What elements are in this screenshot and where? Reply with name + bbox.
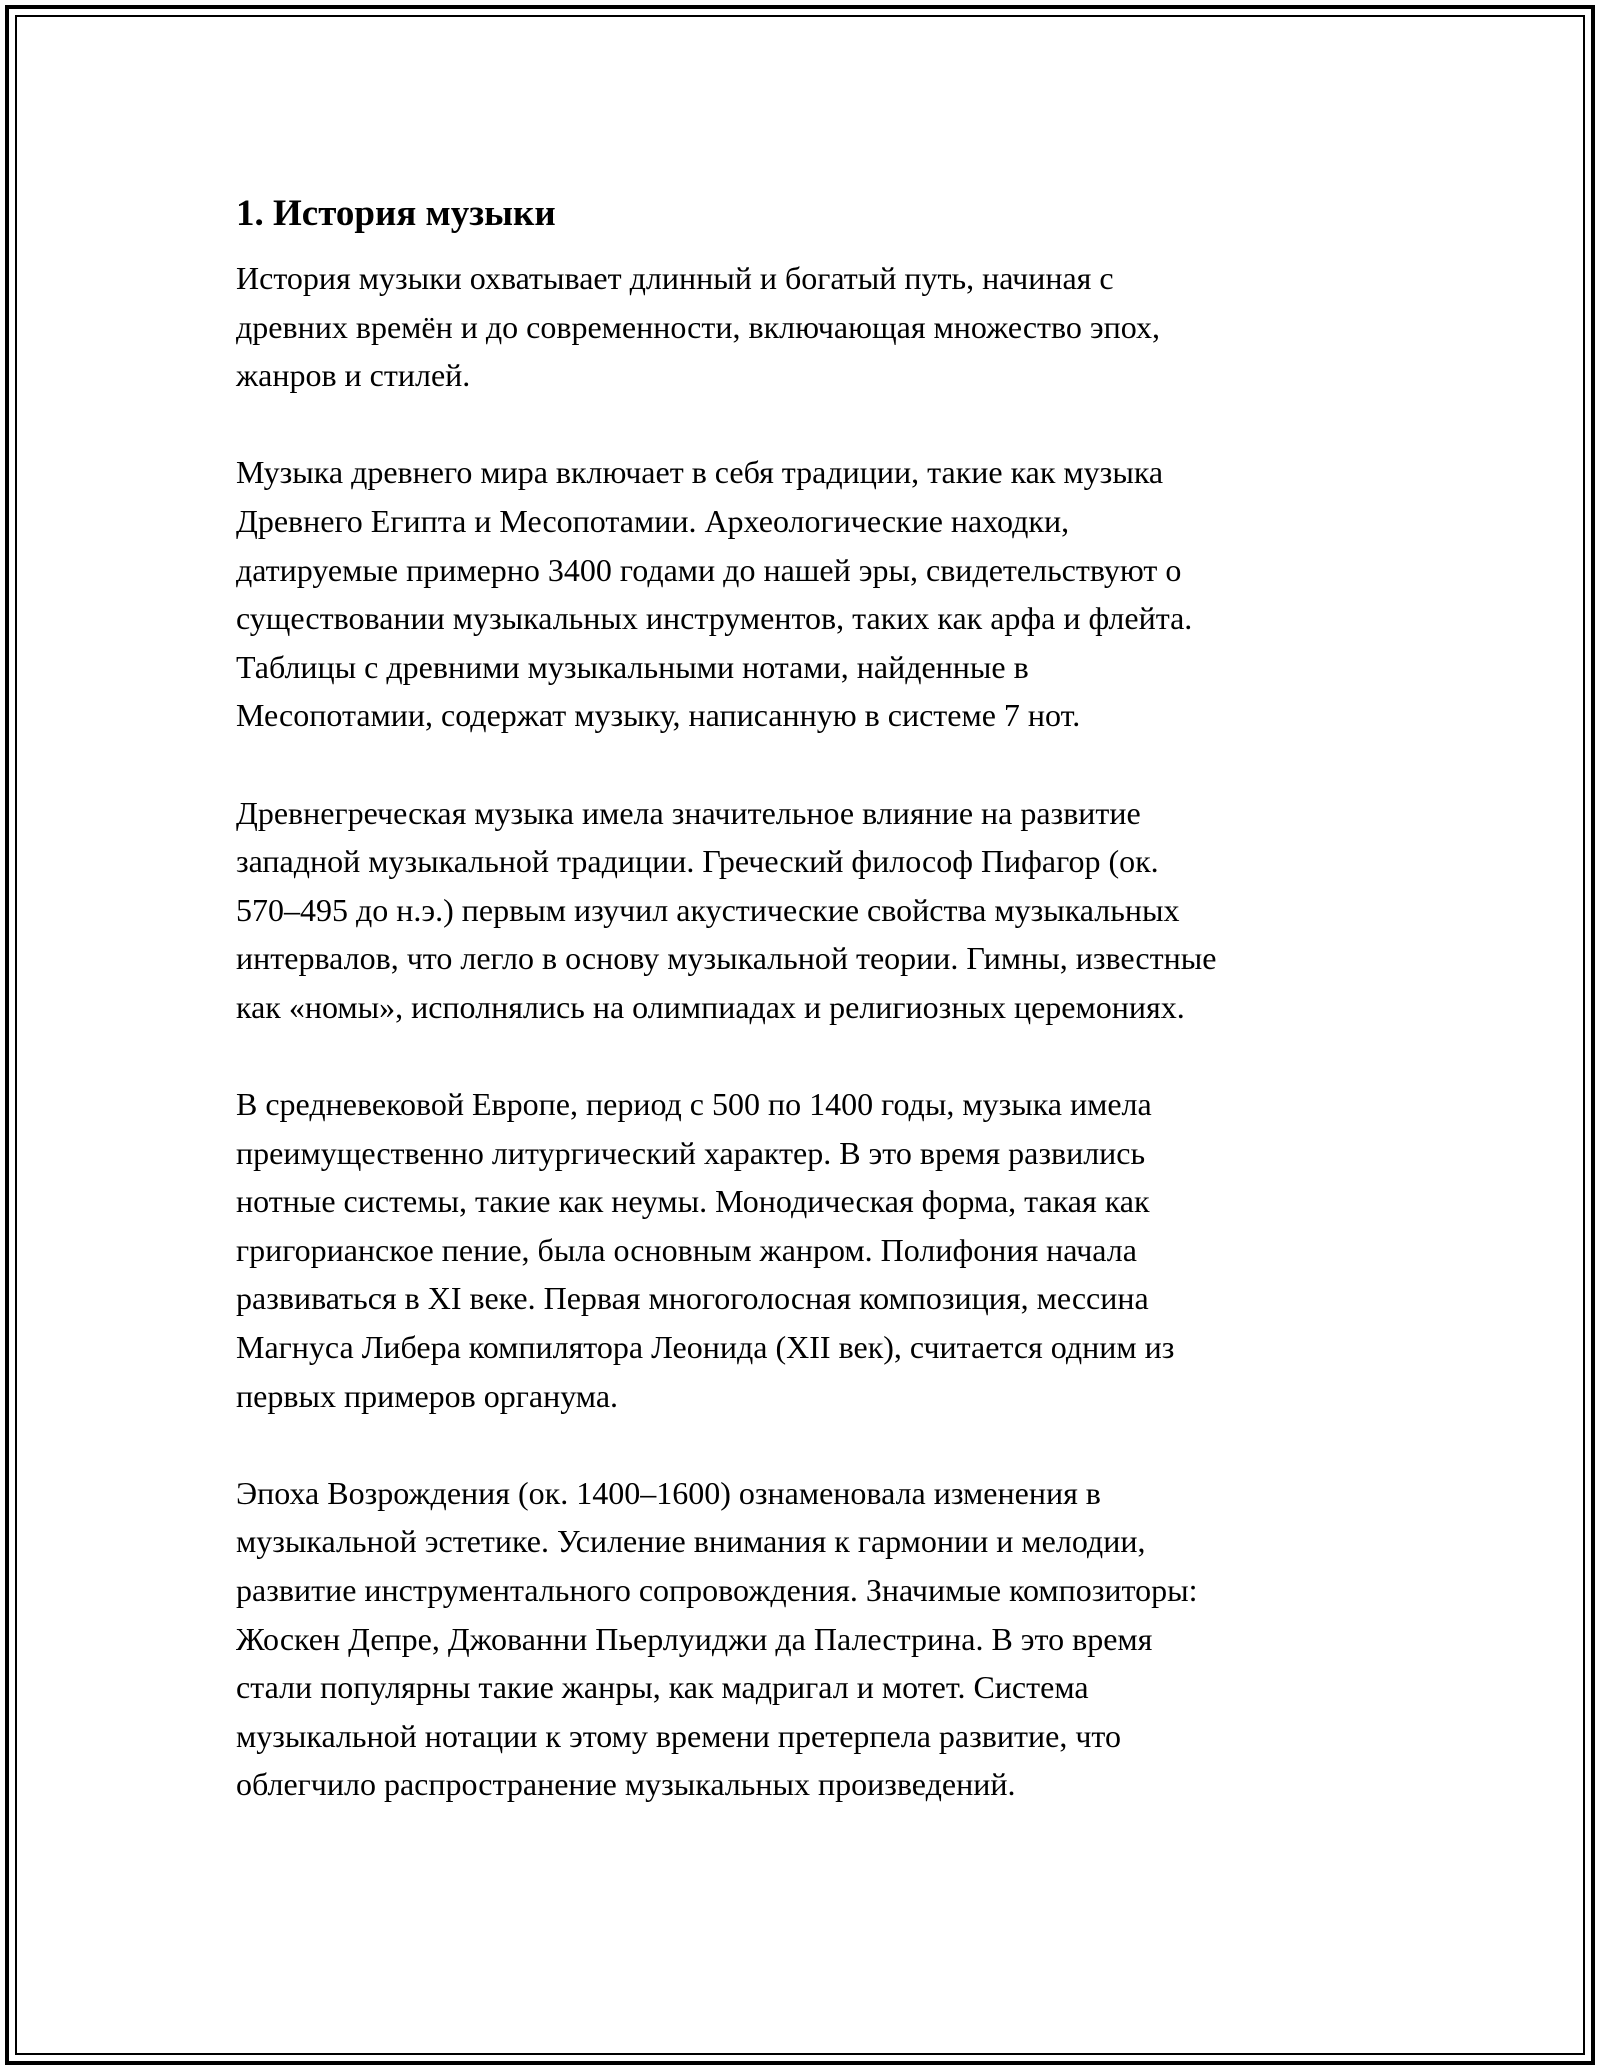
paragraph-ancient-greece: Древнегреческая музыка имела значительное влияние на развитие западной музыкальной традиции. Греческий философ Пифагор (ок. 570–495 до н.э.) первым изучил акустические свойства музыкальных интервалов, что легло в основу музыкальной теории. Гимны, известные как «номы», исполнялись на олимпиадах и религиозных церемониях. <box>236 794 1217 1025</box>
paragraph-ancient-world: Музыка древнего мира включает в себя традиции, такие как музыка Древнего Египта и Месопотамии. Археологические находки, датируемые примерно 3400 годами до нашей эры, свидетельствуют о существовании музыкальных инструментов, таких как арфа и флейта. Таблицы с древними музыкальными нотами, найденные в Месопотамии, содержат музыку, написанную в системе 7 нот. <box>236 454 1193 734</box>
paragraph-renaissance: Эпоха Возрождения (ок. 1400–1600) ознаменовала изменения в музыкальной эстетике. Усиление внимания к гармонии и мелодии, развитие инструментального сопровождения. Значимые композиторы: Жоскен Депре, Джованни Пьерлуиджи да Палестрина. В это время стали популярны такие жанры, как мадригал и мотет. Система музыкальной нотации к этому времени претерпела развитие, что облегчило распространение музыкальных произведений. <box>236 1474 1198 1803</box>
page-title: 1. История музыки <box>236 193 556 234</box>
paragraph-middle-ages: В средневековой Европе, период с 500 по 1400 годы, музыка имела преимущественно литургический характер. В это время развились нотные системы, такие как неумы. Монодическая форма, такая как григорианское пение, была основным жанром. Полифония начала развиваться в XI веке. Первая многоголосная композиция, мессина Магнуса Либера компилятора Леонида (XII век), считается одним из первых примеров органума. <box>236 1086 1175 1414</box>
paragraph-intro: История музыки охватывает длинный и богатый путь, начиная с древних времён и до современности, включающая множество эпох, жанров и стилей. <box>236 260 1160 394</box>
document-body <box>236 186 1376 1858</box>
